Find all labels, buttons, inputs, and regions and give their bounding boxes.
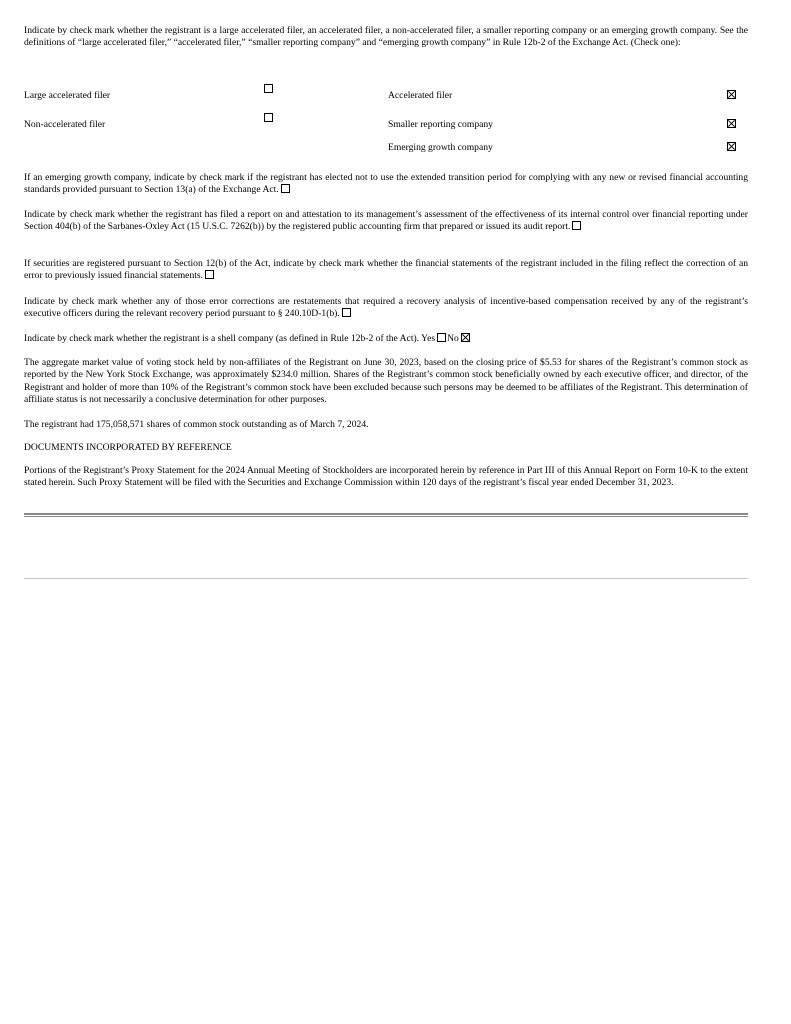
market-value-paragraph: The aggregate market value of voting stock held by non-affiliates of the Registrant on June 30, 2023, based on the closing price of $5.53 for shares of the Registrant’s common stock as reported by the New York Stock Exchange, was approximately $234.0 million. Shares of the Registrant’s common stock beneficially owned by each executive officer, and director, of the Registrant and holder of more than 10% of the Registrant’s common stock have been excluded because such persons may be deemed to be affiliates of the Registrant. This determination of affiliate status is not necessarily a conclusive determination for other purposes.	[24, 357, 748, 405]
section-12b-checkbox[interactable]	[205, 270, 214, 279]
emerging-growth-election-text: If an emerging growth company, indicate by check mark if the registrant has elected not to use the extended transition period for complying with any new or revised financial accounting standards provided pursuant to Section 13(a) of the Exchange Act.	[24, 172, 748, 196]
filer-status-intro: Indicate by check mark whether the registrant is a large accelerated filer, an accelerated filer, a non-accelerated filer, a smaller reporting company or an emerging growth company. See the definitions of “large accelerated filer,” “accelerated filer,” “smaller reporting company” and “emerging growth company” in Rule 12b-2 of the Exchange Act. (Check one):	[24, 25, 748, 49]
large-accelerated-filer-label: Large accelerated filer	[24, 90, 111, 101]
section-12b-text: If securities are registered pursuant to Section 12(b) of the Act, indicate by check mark whether the financial statements of the registrant included in the filing reflect the correction of an error to previously issued financial statements.	[24, 258, 748, 282]
shell-yes-label: Yes	[421, 333, 436, 344]
shell-company-paragraph	[24, 333, 748, 345]
shell-no-label: No	[447, 333, 459, 344]
attestation-checkbox[interactable]	[572, 221, 581, 230]
documents-paragraph: Portions of the Registrant’s Proxy Statement for the 2024 Annual Meeting of Stockholders are incorporated herein by reference in Part III of this Annual Report on Form 10-K to the extent stated herein. Such Proxy Statement will be filed with the Securities and Exchange Commission within 120 days of the registrant’s fiscal year ended December 31, 2023.	[24, 465, 748, 489]
non-accelerated-filer-checkbox[interactable]	[264, 113, 273, 122]
shell-yes-checkbox[interactable]	[437, 333, 446, 342]
accelerated-filer-checkbox[interactable]	[727, 90, 736, 99]
shares-outstanding-paragraph: The registrant had 175,058,571 shares of common stock outstanding as of March 7, 2024.	[24, 419, 369, 430]
section-double-rule-bottom	[24, 516, 748, 517]
emerging-growth-company-checkbox[interactable]	[727, 142, 736, 151]
smaller-reporting-company-checkbox[interactable]	[727, 119, 736, 128]
shell-company-text: Indicate by check mark whether the registrant is a shell company (as defined in Rule 12b-2 of the Act).	[24, 333, 420, 344]
shell-no-checkbox[interactable]	[461, 333, 470, 342]
non-accelerated-filer-label: Non-accelerated filer	[24, 119, 106, 130]
restatement-paragraph	[24, 296, 748, 321]
section-double-rule-top	[24, 513, 748, 515]
restatement-text: Indicate by check mark whether any of those error corrections are restatements that required a recovery analysis of incentive-based compensation received by any of the registrant’s executive officers during the relevant recovery period pursuant to § 240.10D-1(b).	[24, 296, 748, 320]
attestation-paragraph	[24, 209, 748, 234]
restatement-checkbox[interactable]	[342, 308, 351, 317]
smaller-reporting-company-label: Smaller reporting company	[388, 119, 493, 130]
emerging-growth-election-paragraph	[24, 172, 748, 197]
emerging-growth-election-checkbox[interactable]	[281, 184, 290, 193]
page-footer-rule	[24, 578, 748, 579]
documents-heading: DOCUMENTS INCORPORATED BY REFERENCE	[24, 442, 232, 453]
accelerated-filer-label: Accelerated filer	[388, 90, 453, 101]
attestation-text: Indicate by check mark whether the registrant has filed a report on and attestation to its management’s assessment of the effectiveness of its internal control over financial reporting under Section 404(b) of the Sarbanes-Oxley Act (15 U.S.C. 7262(b)) by the registered public accounting firm that prepared or issued its audit report.	[24, 209, 748, 233]
section-12b-paragraph	[24, 258, 748, 283]
large-accelerated-filer-checkbox[interactable]	[264, 84, 273, 93]
emerging-growth-company-label: Emerging growth company	[388, 142, 493, 153]
